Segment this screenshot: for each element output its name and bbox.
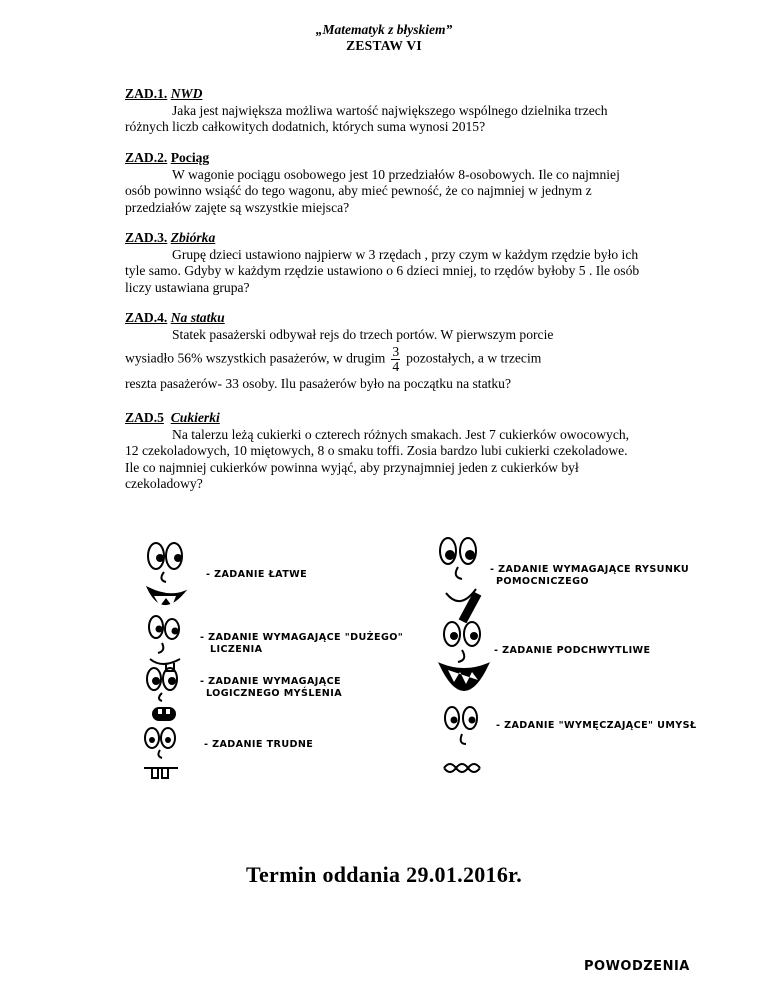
task-title: Pociąg [170,150,210,165]
legend-logic-2: LOGICZNEGO MYŚLENIA [206,688,343,699]
task-title: Zbiórka [170,230,216,245]
task-title: Cukierki [170,410,220,425]
task-number: ZAD.5 [125,410,164,425]
task-text: W wagonie pociągu osobowego jest 10 przedziałów 8-osobowych. Ile co najmniej osób powinno wsiąść do tego wagonu, aby mieć pewność, że co najmniej w jednym z przedziałów zajęte są wszystkie miejsca? [125,166,620,215]
task-3 [125,230,645,296]
task-text: Grupę dzieci ustawiono najpierw w 3 rzędach , przy czym w każdym rzędzie było ich tyle samo. Gdyby w każdym rzędzie ustawiono o 6 dzieci mniej, to rzędów byłoby 5 . Ile osób liczy ustawiana grupa? [125,246,640,295]
legend-drawing-2: POMOCNICZEGO [496,576,589,587]
task-text-line-1: Statek pasażerski odbywał rejs do trzech portów. W pierwszym porcie [172,326,554,342]
good-luck: POWODZENIA [584,959,690,974]
tricky-task-face-icon [436,620,494,712]
exhausting-task-face-icon [438,706,490,784]
legend-drawing-1: - ZADANIE WYMAGAJĄCE RYSUNKU [490,564,690,575]
task-number: ZAD.2. [125,150,168,165]
legend-big-calc-1: - ZADANIE WYMAGAJĄCE "DUŻEGO" [200,632,404,643]
drawing-task-face-icon [432,537,490,623]
task-1 [125,86,645,136]
legend-big-calc-2: LICZENIA [210,644,263,655]
header [0,22,768,54]
task-number: ZAD.4. [125,310,168,325]
task-title: Na statku [170,310,225,325]
easy-task-face-icon [138,540,198,622]
legend-easy: - ZADANIE ŁATWE [206,569,308,580]
task-number: ZAD.3. [125,230,168,245]
task-text-line-2b: pozostałych, a w trzecim [406,350,542,366]
task-title: NWD [170,86,203,101]
task-2 [125,150,645,216]
legend-tricky: - ZADANIE PODCHWYTLIWE [494,645,651,656]
deadline: Termin oddania 29.01.2016r. [245,862,523,887]
task-text-line-2a: wysiadło 56% wszystkich pasażerów, w drugim [125,350,386,366]
legend-exhausting: - ZADANIE "WYMĘCZAJĄCE" UMYSŁ [496,720,697,731]
series-title: „Matematyk z błyskiem” [315,22,453,37]
hard-task-face-icon [138,726,188,784]
task-number: ZAD.1. [125,86,168,101]
task-5 [125,410,645,493]
set-number: ZESTAW VI [346,38,422,53]
task-text: Jaka jest największa możliwa wartość największego wspólnego dzielnika trzech różnych liczb całkowitych dodatnich, których suma wynosi 2015? [125,102,608,134]
logic-face-icon [140,667,190,725]
legend-hard: - ZADANIE TRUDNE [204,739,314,750]
fraction-three-quarters: $\frac{3}{4}$ [392,344,400,374]
task-text-line-3: reszta pasażerów- 33 osoby. Ilu pasażerów było na początku na statku? [125,376,512,391]
task-4 [125,310,645,393]
task-text: Na talerzu leżą cukierki o czterech różnych smakach. Jest 7 cukierków owocowych, 12 czekoladowych, 10 miętowych, 8 o smaku toffi. Zosia bardzo lubi cukierki czekoladowe. Ile co najmniej cukierków powinna wyjąć, aby przynajmniej jeden z cukierków był czekoladowy? [125,426,630,491]
legend-logic-1: - ZADANIE WYMAGAJĄCE [200,676,341,687]
